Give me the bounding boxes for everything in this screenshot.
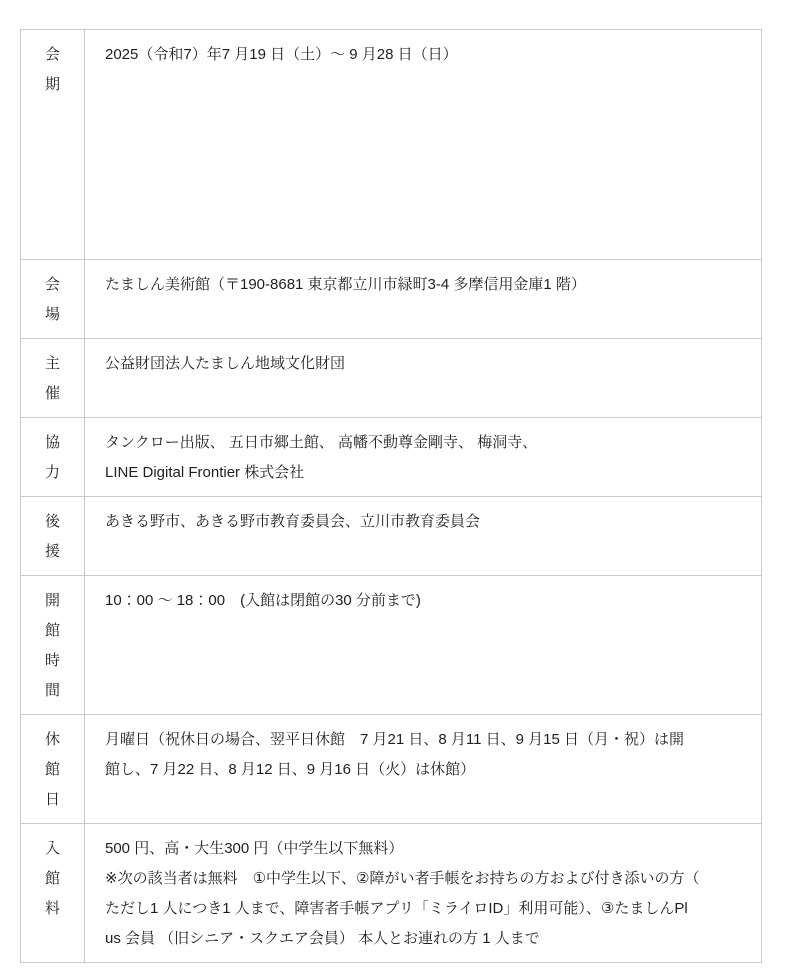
- content-line: たましん美術館（〒190-8681 東京都立川市緑町3-4 多摩信用金庫1 階）: [105, 276, 586, 293]
- content-line: 公益財団法人たましん地域文化財団: [105, 355, 346, 372]
- table-row-kyoryoku: [21, 418, 762, 497]
- row-label: 入館料: [45, 840, 61, 917]
- content-line: LINE Digital Frontier 株式会社: [105, 464, 305, 481]
- content-line: タンクロー出版、 五日市郷土館、 高幡不動尊金剛寺、 梅洞寺、: [105, 434, 538, 451]
- row-label: 協力: [45, 434, 61, 481]
- row-header-cell: [21, 339, 85, 418]
- row-content-cell: [85, 497, 762, 576]
- table-row-shusai: [21, 339, 762, 418]
- content-line: us 会員 （旧シニア・スクエア会員） 本人とお連れの方 1 人まで: [105, 930, 540, 947]
- row-header-cell: [21, 824, 85, 963]
- content-line: あきる野市、あきる野市教育委員会、立川市教育委員会: [105, 513, 481, 530]
- content-line: ただし1 人につき1 人まで、障害者手帳アプリ「ミライロID」利用可能）、③たましんPl: [105, 900, 688, 917]
- table-row-kaijo: [21, 260, 762, 339]
- row-label: 会場: [45, 276, 61, 323]
- row-content-cell: [85, 30, 762, 260]
- row-content-cell: [85, 576, 762, 715]
- content-line: 月曜日（祝休日の場合、翌平日休館 7 月21 日、8 月11 日、9 月15 日（月・祝）は開: [105, 731, 684, 748]
- content-line: 館し、7 月22 日、8 月12 日、9 月16 日（火）は休館）: [105, 761, 476, 778]
- row-label: 開館時間: [45, 592, 61, 699]
- table-row-nyukanryo: [21, 824, 762, 963]
- table-row-kaikan-jikan: [21, 576, 762, 715]
- table-row-kaiki: [21, 30, 762, 260]
- row-content-cell: [85, 824, 762, 963]
- exhibition-info-table: [20, 29, 762, 963]
- row-header-cell: [21, 418, 85, 497]
- row-content-cell: [85, 260, 762, 339]
- row-header-cell: [21, 497, 85, 576]
- row-content-cell: [85, 339, 762, 418]
- content-line: 500 円、高・大生300 円（中学生以下無料）: [105, 840, 404, 857]
- row-content-cell: [85, 418, 762, 497]
- row-label: 主催: [45, 355, 61, 402]
- content-line: 10：00 ～ 18：00 (入館は閉館の30 分前まで): [105, 592, 421, 609]
- row-header-cell: [21, 30, 85, 260]
- row-header-cell: [21, 715, 85, 824]
- row-label: 休館日: [45, 731, 61, 808]
- row-label: 後援: [45, 513, 61, 560]
- table-row-koen: [21, 497, 762, 576]
- content-line: ※次の該当者は無料 ①中学生以下、②障がい者手帳をお持ちの方および付き添いの方（: [105, 870, 700, 887]
- row-content-cell: [85, 715, 762, 824]
- row-header-cell: [21, 260, 85, 339]
- content-line: 2025（令和7）年7 月19 日（土）～ 9 月28 日（日）: [105, 46, 458, 63]
- table-row-kyukanbi: [21, 715, 762, 824]
- row-header-cell: [21, 576, 85, 715]
- row-label: 会期: [45, 46, 61, 93]
